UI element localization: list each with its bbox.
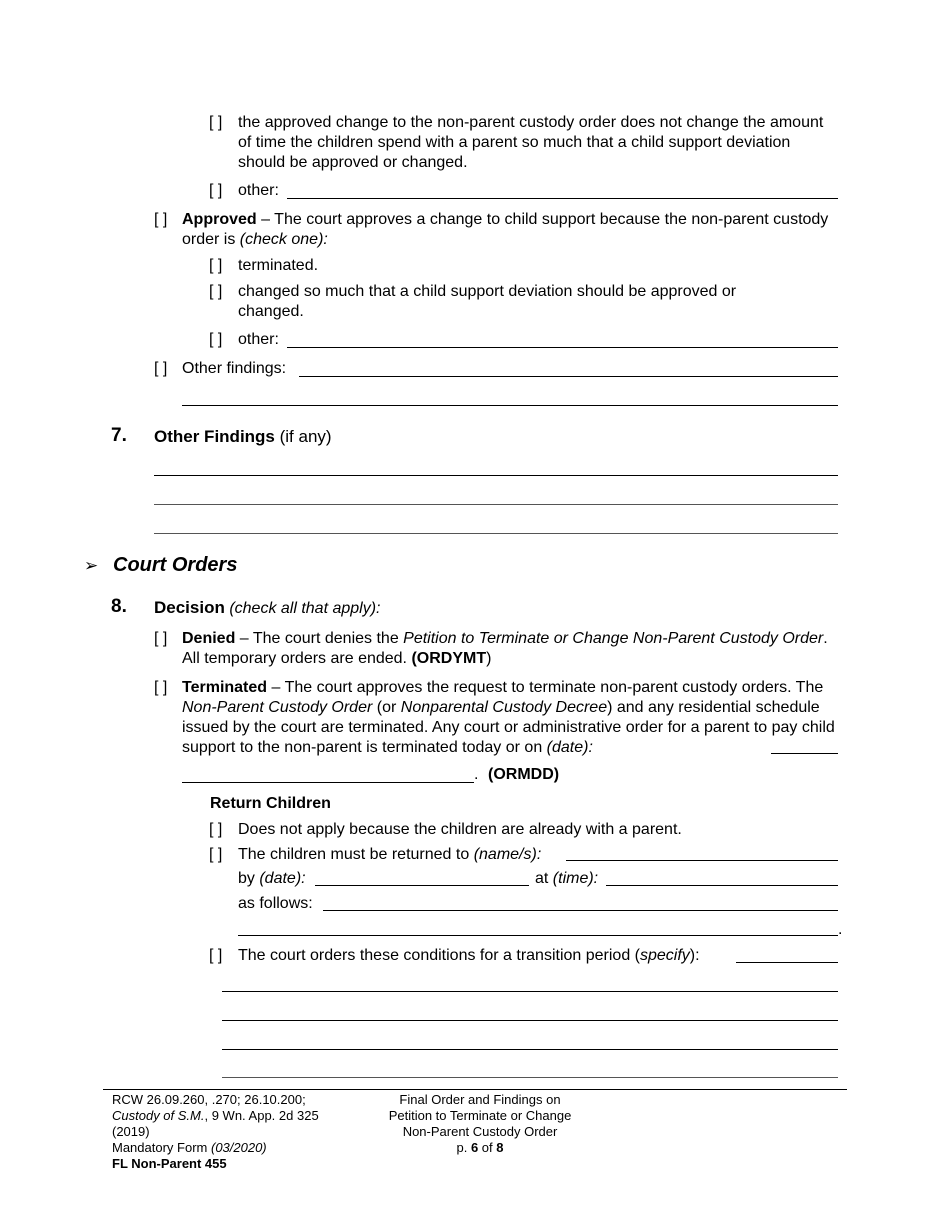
denied-label: Denied — [182, 630, 236, 647]
terminated-date-period: . — [474, 766, 479, 783]
transition-field-5[interactable] — [222, 1077, 838, 1078]
as-follows-period: . — [838, 921, 843, 938]
section-7-number: 7. — [111, 425, 127, 446]
returned-to-text: The children must be returned to — [238, 846, 474, 863]
section-8-title — [154, 598, 381, 619]
at-text: at — [535, 870, 553, 887]
footer-year: (2019) — [112, 1124, 150, 1139]
court-orders-heading: Court Orders — [113, 554, 238, 576]
footer-center — [360, 1092, 600, 1156]
does-not-apply-text: Does not apply because the children are already with a parent. — [238, 821, 682, 838]
other-findings-line-2[interactable] — [154, 504, 838, 505]
transition-specify: specify — [639, 947, 690, 964]
transition-field-2[interactable] — [222, 991, 838, 992]
returned-to-label — [238, 845, 541, 865]
return-time-field[interactable] — [606, 885, 838, 886]
footer-form-date: (03/2020) — [210, 1140, 267, 1155]
other-findings-field[interactable] — [299, 376, 838, 377]
as-follows-field-2[interactable] — [238, 935, 838, 936]
footer-title-1: Final Order and Findings on — [399, 1092, 561, 1107]
terminated-date-field-2[interactable] — [182, 782, 474, 783]
transition-close: ): — [689, 947, 700, 964]
other-findings-field-2[interactable] — [182, 405, 838, 406]
checkbox-does-not-apply[interactable]: [ ] — [209, 821, 223, 838]
denied-code: (ORDYMT — [411, 650, 487, 667]
terminated-text-1: – The court approves the request to terminate non-parent custody orders. The — [267, 679, 824, 696]
at-time-text: (time): — [552, 870, 599, 887]
footer-page-total: 8 — [496, 1140, 504, 1155]
terminated-date-label: (date): — [546, 739, 593, 756]
section-8-title-suffix: (check all that apply): — [229, 600, 381, 617]
section-8-number: 8. — [111, 596, 127, 617]
other-field-1[interactable] — [287, 198, 838, 199]
other-field-2[interactable] — [287, 347, 838, 348]
checkbox-changed[interactable]: [ ] — [209, 283, 223, 300]
terminated-date-field[interactable] — [771, 753, 838, 754]
terminated-code: (ORMDD) — [488, 766, 560, 783]
footer-page-num: 6 — [470, 1140, 479, 1155]
footer-title-3: Non-Parent Custody Order — [402, 1124, 558, 1139]
denied-petition-title: Petition to Terminate or Change Non-Parent Custody Order — [403, 630, 824, 647]
section-8-title-text: Decision — [154, 598, 225, 617]
checkbox-other-findings[interactable]: [ ] — [154, 360, 168, 377]
returned-to-names-field[interactable] — [566, 860, 838, 861]
checkbox-terminated[interactable]: [ ] — [209, 257, 223, 274]
approved-paragraph — [182, 210, 832, 250]
footer-title-2: Petition to Terminate or Change — [388, 1108, 572, 1123]
transition-text: The court orders these conditions for a transition period ( — [238, 947, 640, 964]
footer-form-id: FL Non-Parent 455 — [112, 1156, 227, 1171]
checkbox-denied[interactable]: [ ] — [154, 630, 168, 647]
section-7-title — [154, 427, 332, 447]
check-one-label: (check one): — [239, 231, 328, 248]
footer-page-of: of — [478, 1140, 497, 1155]
terminated-text: terminated. — [238, 257, 319, 274]
checkbox-returned-to[interactable]: [ ] — [209, 846, 223, 863]
court-orders-arrow-icon: ➢ — [84, 556, 99, 575]
footer-case — [112, 1108, 372, 1124]
terminated-text-3: ) and any residential schedule issued by the court are terminated. Any court or administrative order for a parent to pay child support to the non-parent is terminated today or on — [182, 699, 835, 756]
section-7-title-suffix: (if any) — [274, 427, 332, 446]
denied-text-1: – The court denies the — [235, 630, 404, 647]
return-children-heading: Return Children — [210, 795, 331, 812]
footer-rcw: RCW 26.09.260, .270; 26.10.200; — [112, 1092, 306, 1107]
footer-page-p: p. — [456, 1140, 471, 1155]
transition-field-3[interactable] — [222, 1020, 838, 1021]
checkbox-other-2[interactable]: [ ] — [209, 331, 223, 348]
transition-label — [238, 946, 700, 966]
footer-case-cite: , 9 Wn. App. 2d 325 — [204, 1108, 319, 1123]
footer-page — [360, 1140, 600, 1156]
denied-paragraph — [182, 629, 838, 669]
terminated-paragraph — [182, 678, 838, 758]
by-date-label — [238, 869, 306, 889]
terminated-order-title: Non-Parent Custody Order — [182, 699, 373, 716]
checkbox-terminated-order[interactable]: [ ] — [154, 679, 168, 696]
terminated-label: Terminated — [182, 679, 268, 696]
approved-label: Approved — [182, 211, 257, 228]
other-label-1: other: — [238, 182, 279, 199]
at-time-label — [535, 869, 598, 889]
footer-case-name: Custody of S.M. — [112, 1108, 205, 1123]
checkbox-transition[interactable]: [ ] — [209, 947, 223, 964]
terminated-decree-title: Nonparental Custody Decree — [400, 699, 608, 716]
other-findings-label: Other findings: — [182, 360, 287, 377]
other-findings-line-3[interactable] — [154, 533, 838, 534]
denied-code-close: ) — [486, 650, 492, 667]
as-follows-label: as follows: — [238, 895, 313, 912]
by-date-text: (date): — [259, 870, 306, 887]
transition-field-4[interactable] — [222, 1049, 838, 1050]
changed-text: changed so much that a child support deviation should be approved or changed. — [238, 283, 737, 320]
section-7-title-text: Other Findings — [154, 427, 275, 446]
checkbox-other-1[interactable]: [ ] — [209, 182, 223, 199]
footer-mandatory — [112, 1140, 372, 1156]
approved-text: – The court approves a change to child support because the non-parent custody order is — [182, 211, 829, 248]
return-date-field[interactable] — [315, 885, 529, 886]
checkbox-not-change[interactable]: [ ] — [209, 114, 223, 131]
other-findings-line-1[interactable] — [154, 475, 838, 476]
footer-divider — [103, 1089, 847, 1090]
by-text: by — [238, 870, 260, 887]
other-label-2: other: — [238, 331, 279, 348]
transition-field[interactable] — [736, 962, 838, 963]
names-label: (name/s): — [473, 846, 542, 863]
denied-text-2: . All temporary orders are ended. — [182, 630, 828, 667]
option-not-change-text: the approved change to the non-parent custody order does not change the amount of time the children spend with a parent so much that a child support deviation should be approved or changed. — [238, 114, 824, 171]
checkbox-approved[interactable]: [ ] — [154, 211, 168, 228]
terminated-text-2: (or — [372, 699, 401, 716]
footer-left — [112, 1092, 372, 1172]
as-follows-field[interactable] — [323, 910, 838, 911]
footer-mandatory-text: Mandatory Form — [112, 1140, 211, 1155]
